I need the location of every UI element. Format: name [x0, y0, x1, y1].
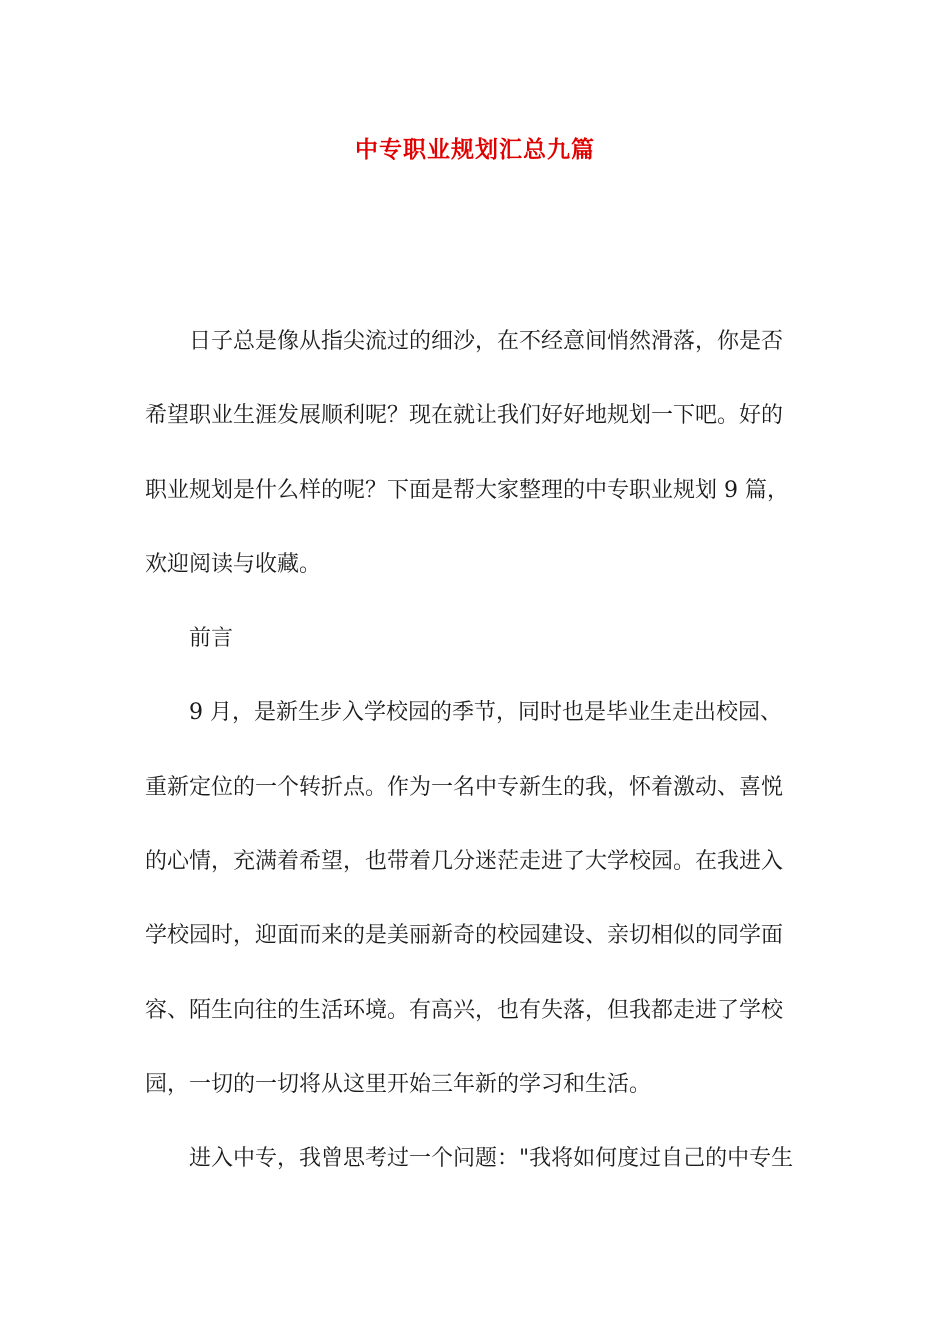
text-line: 的心情，充满着希望，也带着几分迷茫走进了大学校园。在我进入 — [145, 849, 784, 875]
text-line: 9 月，是新生步入学校园的季节，同时也是毕业生走出校园、 — [189, 700, 782, 726]
text-line: 园，一切的一切将从这里开始三年新的学习和生活。 — [145, 1071, 652, 1097]
text-line: 欢迎阅读与收藏。 — [145, 551, 322, 577]
text-line: 进入中专，我曾思考过一个问题："我将如何度过自己的中专生 — [189, 1146, 794, 1172]
text-line: 日子总是像从指尖流过的细沙，在不经意间悄然滑落，你是否 — [189, 329, 784, 354]
document-title: 中专职业规划汇总九篇 — [355, 137, 595, 163]
text-line: 重新定位的一个转折点。作为一名中专新生的我，怀着激动、喜悦 — [145, 774, 784, 800]
text-line: 容、陌生向往的生活环境。有高兴，也有失落，但我都走进了学校 — [145, 997, 784, 1023]
text-line: 学校园时，迎面而来的是美丽新奇的校园建设、亲切相似的同学面 — [145, 923, 784, 949]
text-line: 希望职业生涯发展顺利呢？现在就让我们好好地规划一下吧。好的 — [145, 403, 784, 429]
text-line: 职业规划是什么样的呢？下面是帮大家整理的中专职业规划 9 篇， — [145, 477, 789, 503]
section-heading: 前言 — [189, 626, 234, 652]
document-body — [145, 322, 807, 1214]
